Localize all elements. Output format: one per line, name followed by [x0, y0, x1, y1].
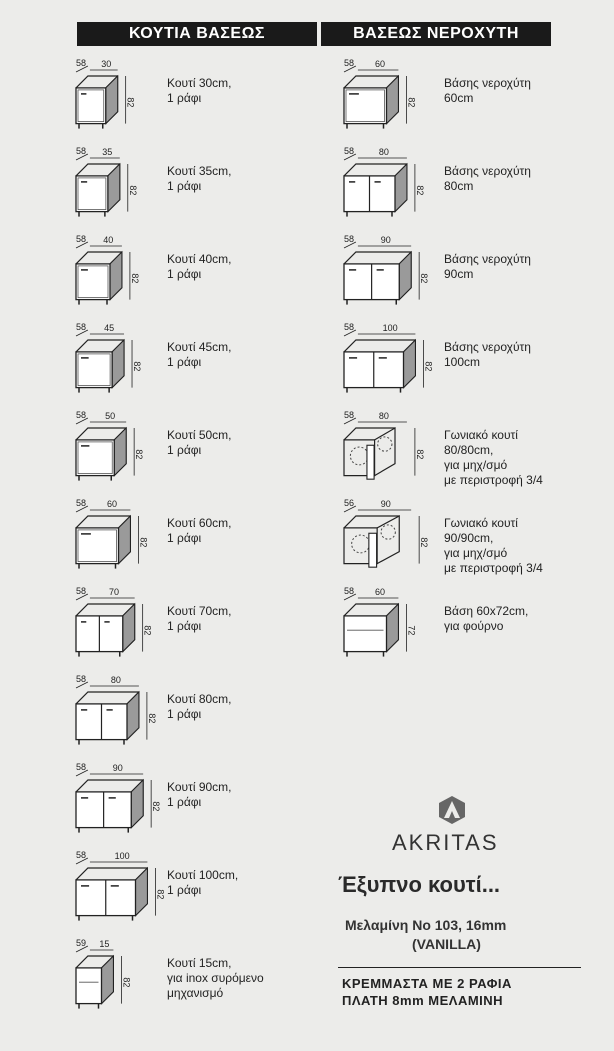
depth-dimension: 58 — [76, 762, 87, 772]
cabinet-caption: Κουτί 50cm, 1 ράφι — [167, 428, 232, 457]
cabinet-drawing — [76, 692, 139, 745]
divider — [338, 967, 581, 968]
cabinet-item — [70, 850, 310, 938]
width-dimension: 80 — [110, 675, 121, 685]
height-dimension: 82 — [414, 185, 425, 196]
cabinet-diagram — [70, 586, 160, 674]
cabinet-caption: Βάσης νεροχύτη 60cm — [444, 76, 531, 105]
cabinet-diagram — [338, 58, 428, 146]
cabinet-diagram — [70, 762, 162, 850]
cabinet-diagram — [338, 498, 430, 586]
cabinet-caption: Κουτί 90cm, 1 ράφι — [167, 780, 232, 809]
cabinet-item — [338, 234, 578, 322]
cabinet-drawing — [76, 428, 126, 481]
height-dimension: 82 — [132, 361, 143, 372]
cabinet-caption: Κουτί 80cm, 1 ράφι — [167, 692, 232, 721]
height-dimension: 82 — [127, 185, 138, 196]
depth-dimension: 58 — [76, 850, 87, 860]
product-title: Έξυπνο κουτί... — [338, 872, 501, 897]
depth-dimension: 58 — [344, 410, 355, 420]
height-dimension: 82 — [423, 361, 434, 372]
cabinet-caption: Βάση 60x72cm, για φούρνο — [444, 604, 529, 633]
depth-dimension: 58 — [344, 58, 355, 68]
depth-dimension: 58 — [76, 322, 87, 332]
cabinet-item — [70, 586, 310, 674]
width-dimension: 60 — [375, 59, 386, 69]
width-dimension: 90 — [380, 235, 391, 245]
cabinet-caption: Κουτί 15cm, για inox συρόμενο μηχανισμό — [167, 956, 264, 1000]
cabinet-drawing — [344, 604, 398, 657]
color-spec: (VANILLA) — [412, 936, 481, 952]
cabinet-drawing — [76, 604, 135, 657]
cabinet-item — [338, 322, 578, 410]
depth-dimension: 58 — [76, 586, 87, 596]
cabinet-caption: Κουτί 45cm, 1 ράφι — [167, 340, 232, 369]
depth-dimension: 58 — [344, 234, 355, 244]
cabinet-item — [70, 146, 310, 234]
width-dimension: 15 — [99, 939, 110, 949]
cabinet-caption: Βάσης νεροχύτη 100cm — [444, 340, 531, 369]
width-dimension: 35 — [102, 147, 113, 157]
cabinet-item — [70, 58, 310, 146]
height-dimension: 82 — [146, 713, 157, 724]
height-dimension: 82 — [134, 449, 145, 460]
width-dimension: 40 — [103, 235, 114, 245]
cabinet-drawing — [344, 252, 411, 305]
height-dimension: 82 — [406, 97, 417, 108]
cabinet-caption: Κουτί 70cm, 1 ράφι — [167, 604, 232, 633]
cabinet-item — [70, 674, 310, 762]
width-dimension: 80 — [378, 411, 389, 421]
cabinet-item — [70, 762, 310, 850]
cabinet-diagram — [70, 146, 160, 234]
width-dimension: 30 — [101, 59, 112, 69]
height-dimension: 82 — [121, 977, 132, 988]
height-dimension: 82 — [419, 273, 430, 284]
width-dimension: 60 — [107, 499, 118, 509]
cabinet-caption: Γωνιακό κουτί 90/90cm, για μηχ/σμό με περιστροφή 3/4 — [444, 516, 543, 575]
depth-dimension: 58 — [76, 146, 87, 156]
width-dimension: 100 — [114, 851, 130, 861]
cabinet-diagram — [70, 498, 160, 586]
cabinet-diagram — [338, 234, 430, 322]
depth-dimension: 59 — [76, 938, 87, 948]
cabinet-caption: Βάσης νεροχύτη 90cm — [444, 252, 531, 281]
cabinet-diagram — [70, 58, 160, 146]
depth-dimension: 58 — [76, 58, 87, 68]
height-dimension: 82 — [138, 537, 149, 548]
depth-dimension: 58 — [76, 234, 87, 244]
cabinet-diagram — [70, 674, 160, 762]
cabinet-caption: Κουτί 100cm, 1 ράφι — [167, 868, 239, 897]
height-dimension: 82 — [419, 537, 430, 548]
width-dimension: 80 — [378, 147, 389, 157]
backing-note: ΠΛΑΤΗ 8mm ΜΕΛΑΜΙΝΗ — [342, 993, 504, 1008]
cabinet-drawing — [344, 516, 399, 567]
cabinet-drawing — [76, 956, 113, 1009]
cabinet-item — [70, 938, 310, 1026]
hanging-cabinets-note: ΚΡΕΜΜΑΣΤΑ ΜΕ 2 ΡΑΦΙΑ — [342, 976, 512, 991]
cabinet-drawing — [76, 164, 120, 217]
cabinet-caption: Κουτί 35cm, 1 ράφι — [167, 164, 232, 193]
cabinet-drawing — [76, 252, 122, 305]
cabinet-item — [70, 498, 310, 586]
cabinet-item — [338, 146, 578, 234]
cabinet-drawing — [344, 76, 398, 129]
akritas-logo-icon — [437, 795, 467, 825]
depth-dimension: 58 — [76, 498, 87, 508]
cabinet-item — [70, 234, 310, 322]
cabinet-caption: Γωνιακό κουτί 80/80cm, για μηχ/σμό με περιστροφή 3/4 — [444, 428, 543, 487]
height-dimension: 82 — [414, 449, 425, 460]
cabinet-item — [338, 410, 578, 498]
depth-dimension: 58 — [344, 322, 355, 332]
cabinet-diagram — [338, 586, 428, 674]
depth-dimension: 58 — [344, 146, 355, 156]
depth-dimension: 58 — [76, 410, 87, 420]
cabinet-drawing — [76, 76, 118, 129]
width-dimension: 50 — [105, 411, 116, 421]
depth-dimension: 58 — [344, 586, 355, 596]
width-dimension: 70 — [108, 587, 119, 597]
cabinet-drawing — [76, 868, 147, 921]
cabinet-diagram — [338, 322, 434, 410]
cabinet-caption: Κουτί 60cm, 1 ράφι — [167, 516, 232, 545]
width-dimension: 90 — [380, 499, 391, 509]
cabinet-item — [338, 498, 578, 586]
cabinet-item — [338, 58, 578, 146]
cabinet-diagram — [70, 322, 160, 410]
material-spec: Μελαμίνη Νο 103, 16mm — [345, 917, 507, 933]
height-dimension: 82 — [155, 889, 166, 900]
cabinet-caption: Κουτί 40cm, 1 ράφι — [167, 252, 232, 281]
width-dimension: 45 — [104, 323, 115, 333]
depth-dimension: 58 — [76, 674, 87, 684]
cabinet-diagram — [70, 234, 160, 322]
cabinet-diagram — [338, 410, 428, 498]
cabinet-item — [70, 322, 310, 410]
height-dimension: 72 — [406, 625, 417, 636]
cabinet-drawing — [76, 516, 130, 569]
cabinet-diagram — [70, 850, 166, 938]
width-dimension: 90 — [112, 763, 123, 773]
brand-name: AKRITAS — [392, 830, 499, 855]
cabinet-drawing — [76, 340, 124, 393]
cabinet-drawing — [344, 428, 395, 479]
cabinet-item — [70, 410, 310, 498]
cabinet-drawing — [344, 164, 407, 217]
width-dimension: 100 — [382, 323, 398, 333]
cabinet-diagram — [338, 146, 428, 234]
width-dimension: 60 — [375, 587, 386, 597]
cabinet-item — [338, 586, 578, 674]
cabinet-caption: Βάσης νεροχύτη 80cm — [444, 164, 531, 193]
header-sink-bases: ΒΑΣΕΩΣ ΝΕΡΟΧΥΤΗ — [321, 22, 551, 46]
header-base-cabinets: ΚΟΥΤΙΑ ΒΑΣΕΩΣ — [77, 22, 317, 46]
height-dimension: 82 — [142, 625, 153, 636]
depth-dimension: 56 — [344, 498, 355, 508]
height-dimension: 82 — [151, 801, 162, 812]
cabinet-drawing — [76, 780, 143, 833]
cabinet-drawing — [344, 340, 415, 393]
height-dimension: 82 — [125, 97, 136, 108]
cabinet-caption: Κουτί 30cm, 1 ράφι — [167, 76, 232, 105]
cabinet-diagram — [70, 410, 160, 498]
height-dimension: 82 — [129, 273, 140, 284]
cabinet-diagram — [70, 938, 160, 1026]
